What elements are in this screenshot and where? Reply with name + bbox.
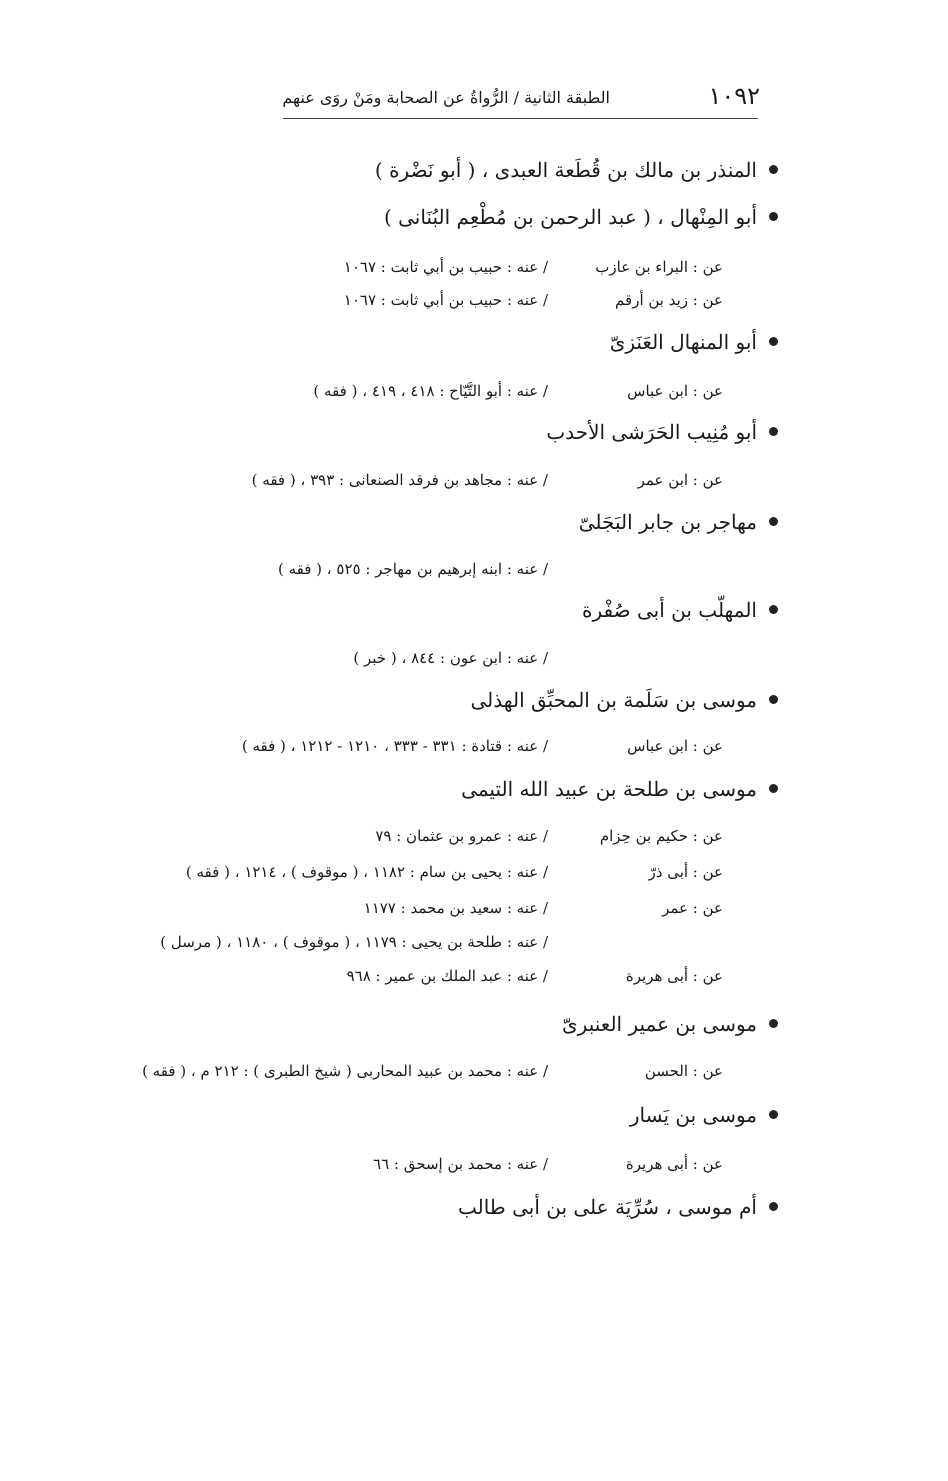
to-narrator: / عنه : حبيب بن أبي ثابت : ١٠٦٧ [343, 291, 548, 309]
from-narrator: عن : أبى هريرة [625, 1155, 723, 1173]
from-narrator: عن : البراء بن عازب [595, 258, 723, 276]
to-narrator: / عنه : يحيى بن سام : ١١٨٢ ، ( موقوف ) ، ١٢١٤ ، ( فقه ) [185, 863, 548, 881]
transmission-row [0, 967, 948, 989]
header-rule [283, 118, 758, 119]
narrator-entry [384, 205, 778, 229]
from-narrator: عن : حكيم بن حِزام [599, 827, 723, 845]
from-narrator: عن : ابن عمر [637, 471, 723, 489]
bullet-icon [769, 784, 778, 793]
narrator-name: المهلّب بن أبى صُفْرة [582, 598, 757, 622]
from-narrator: عن : الحسن [644, 1062, 723, 1080]
narrator-entry [458, 1195, 778, 1219]
narrator-name: أبو المنهال العَنَزىّ [609, 330, 757, 354]
from-narrator: عن : زيد بن أرقم [615, 291, 723, 309]
to-narrator: / عنه : سعيد بن محمد : ١١٧٧ [363, 899, 548, 917]
from-narrator: عن : أبى هريرة [625, 967, 723, 985]
narrator-entry [471, 688, 778, 712]
bullet-icon [769, 1202, 778, 1211]
from-narrator: عن : ابن عباس [627, 737, 723, 755]
narrator-name: موسى بن سَلَمة بن المحبِّق الهذلى [470, 688, 757, 712]
transmission-row [0, 1062, 948, 1084]
narrator-name: موسى بن يَسار [629, 1103, 757, 1127]
narrator-name: مهاجر بن جابر البَجَلىّ [578, 510, 757, 534]
transmission-row [0, 291, 948, 313]
transmission-row [0, 827, 948, 849]
transmission-row [0, 737, 948, 759]
narrator-entry [546, 420, 778, 444]
bullet-icon [769, 212, 778, 221]
narrator-entry [562, 1012, 778, 1036]
bullet-icon [769, 165, 778, 174]
to-narrator: / عنه : أبو التَّيّاح : ٤١٨ ، ٤١٩ ، ( فقه ) [313, 382, 548, 400]
bullet-icon [769, 1110, 778, 1119]
bullet-icon [769, 337, 778, 346]
narrator-entry [461, 777, 778, 801]
from-narrator: عن : ابن عباس [627, 382, 723, 400]
narrator-entry [610, 330, 778, 354]
transmission-row [0, 863, 948, 885]
to-narrator: / عنه : محمد بن إسحق : ٦٦ [373, 1155, 548, 1173]
from-narrator: عن : عمر [662, 899, 723, 917]
bullet-icon [769, 427, 778, 436]
narrator-entry [375, 158, 778, 182]
to-narrator: / عنه : عمرو بن عثمان : ٧٩ [375, 827, 548, 845]
transmission-row [0, 899, 948, 921]
to-narrator: / عنه : عبد الملك بن عمير : ٩٦٨ [346, 967, 548, 985]
narrator-name: أم موسى ، سُرِّيَة على بن أبى طالب [457, 1195, 757, 1219]
narrator-entry [630, 1103, 778, 1127]
transmission-row [0, 560, 948, 582]
to-narrator: / عنه : قتادة : ٣٣١ - ٣٣٣ ، ١٢١٠ - ١٢١٢ ، ( فقه ) [241, 737, 548, 755]
page-header [280, 78, 760, 118]
transmission-row [0, 382, 948, 404]
to-narrator: / عنه : ابنه إبرهيم بن مهاجر : ٥٢٥ ، ( فقه ) [277, 560, 548, 578]
transmission-row [0, 649, 948, 671]
bullet-icon [769, 517, 778, 526]
transmission-row [0, 471, 948, 493]
narrator-entry [582, 598, 778, 622]
narrator-name: موسى بن عمير العنبرىّ [562, 1012, 757, 1036]
to-narrator: / عنه : محمد بن عبيد المحاربى ( شيخ الطبرى ) : ٢١٢ م ، ( فقه ) [142, 1062, 548, 1080]
from-narrator: عن : أبى ذرّ [648, 863, 723, 881]
to-narrator: / عنه : حبيب بن أبي ثابت : ١٠٦٧ [343, 258, 548, 276]
bullet-icon [769, 695, 778, 704]
narrator-name: موسى بن طلحة بن عبيد الله التيمى [461, 777, 757, 801]
to-narrator: / عنه : طلحة بن يحيى : ١١٧٩ ، ( موقوف ) ، ١١٨٠ ، ( مرسل ) [160, 933, 548, 951]
to-narrator: / عنه : ابن عون : ٨٤٤ ، ( خبر ) [353, 649, 548, 667]
narrator-name: أبو المِنْهال ، ( عبد الرحمن بن مُطْعِم البُنَانى ) [383, 205, 757, 229]
to-narrator: / عنه : مجاهد بن فرقد الصنعانى : ٣٩٣ ، ( فقه ) [251, 471, 548, 489]
transmission-row [0, 933, 948, 955]
bullet-icon [769, 1019, 778, 1028]
page-number: ١٠٩٢ [708, 82, 760, 110]
narrator-entry [579, 510, 778, 534]
narrator-name: أبو مُنِيب الحَرَشى الأحدب [546, 420, 757, 444]
narrator-name: المنذر بن مالك بن قُطَعة العبدى ، ( أبو نَضْرة ) [374, 158, 757, 182]
transmission-row [0, 1155, 948, 1177]
bullet-icon [769, 605, 778, 614]
transmission-row [0, 258, 948, 280]
running-title: الطبقة الثانية / الرُّواةُ عن الصحابة ومَنْ روَى عنهم [282, 88, 610, 107]
